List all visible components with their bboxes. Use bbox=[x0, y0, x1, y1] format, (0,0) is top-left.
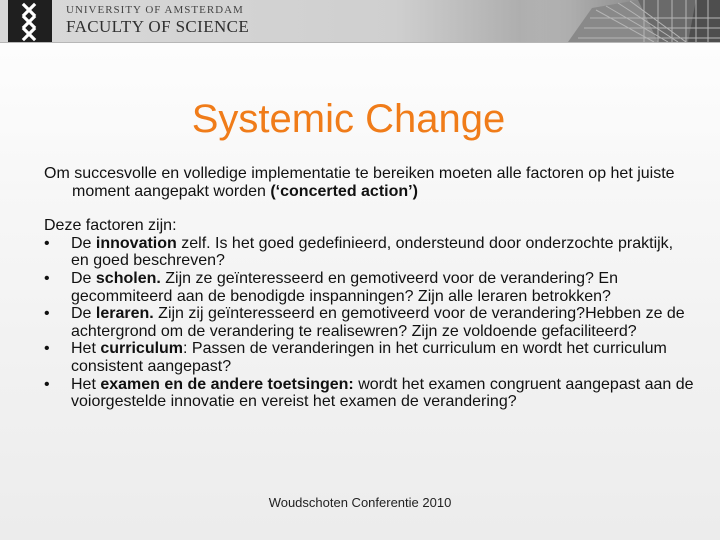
uva-xxx-logo-icon bbox=[8, 0, 52, 42]
factor-description: wordt het examen congruent aangepast aan de voiorgestelde innovatie en vereist het examen de verandering? bbox=[71, 375, 694, 411]
university-name: UNIVERSITY OF AMSTERDAM bbox=[66, 4, 244, 16]
factor-description: : Passen de veranderingen in het curriculum en wordt het curriculum consistent aangepast? bbox=[71, 340, 667, 375]
factor-description: Zijn zij geïnteresseerd en gemotiveerd voor de verandering?Hebben ze de achtergrond om de verandering te realisewren? Zijn ze voldoende gefaciliteerd? bbox=[71, 305, 685, 340]
factor-item-schools bbox=[44, 270, 694, 305]
factor-item-exams bbox=[44, 376, 694, 411]
slide-content bbox=[44, 165, 694, 411]
factor-bold-term: innovation bbox=[95, 234, 177, 252]
bullet-icon: • bbox=[44, 269, 50, 287]
bullet-icon: • bbox=[44, 340, 50, 358]
factor-item-innovation bbox=[44, 235, 694, 270]
intro-paragraph bbox=[44, 165, 694, 200]
factor-description: Zijn ze geïnteresseerd en gemotiveerd voor de verandering? En gecommiteerd aan de benodigde inspanningen? Zijn alle leraren betrokken? bbox=[71, 269, 618, 305]
factor-prefix: Het bbox=[71, 340, 101, 358]
factor-prefix: Het bbox=[71, 375, 101, 393]
bullet-icon: • bbox=[44, 305, 50, 323]
faculty-building-image bbox=[520, 0, 720, 42]
faculty-name: FACULTY OF SCIENCE bbox=[66, 17, 250, 36]
slide-footer: Woudschoten Conferentie 2010 bbox=[268, 495, 452, 510]
intro-text: Om succesvolle en volledige implementatie te bereiken moeten alle factoren op het juiste moment aangepakt worden bbox=[44, 165, 675, 200]
bullet-icon: • bbox=[44, 234, 50, 252]
factor-item-curriculum bbox=[44, 340, 694, 375]
factor-bold-term: scholen. bbox=[95, 269, 161, 287]
factors-heading: Deze factoren zijn: bbox=[44, 217, 177, 235]
factor-bold-term: leraren. bbox=[95, 305, 154, 323]
factor-bold-term: curriculum bbox=[100, 340, 184, 358]
factor-bold-term: examen en de andere toetsingen: bbox=[100, 375, 354, 393]
factors-list bbox=[44, 235, 694, 411]
factor-description: zelf. Is het goed gedefinieerd, ondersteund door onderzochte praktijk, en goed beschreven? bbox=[71, 234, 674, 270]
factor-prefix: De bbox=[71, 269, 96, 287]
slide-header bbox=[0, 0, 720, 43]
slide-title: Systemic Change bbox=[191, 96, 506, 141]
bullet-icon: • bbox=[44, 375, 50, 393]
factor-item-teachers bbox=[44, 305, 694, 340]
factor-prefix: De bbox=[71, 234, 96, 252]
uva-xxx-logo-icon-svg bbox=[8, 0, 52, 42]
concerted-action-text: (‘concerted action’) bbox=[270, 182, 418, 200]
factor-prefix: De bbox=[71, 305, 96, 323]
